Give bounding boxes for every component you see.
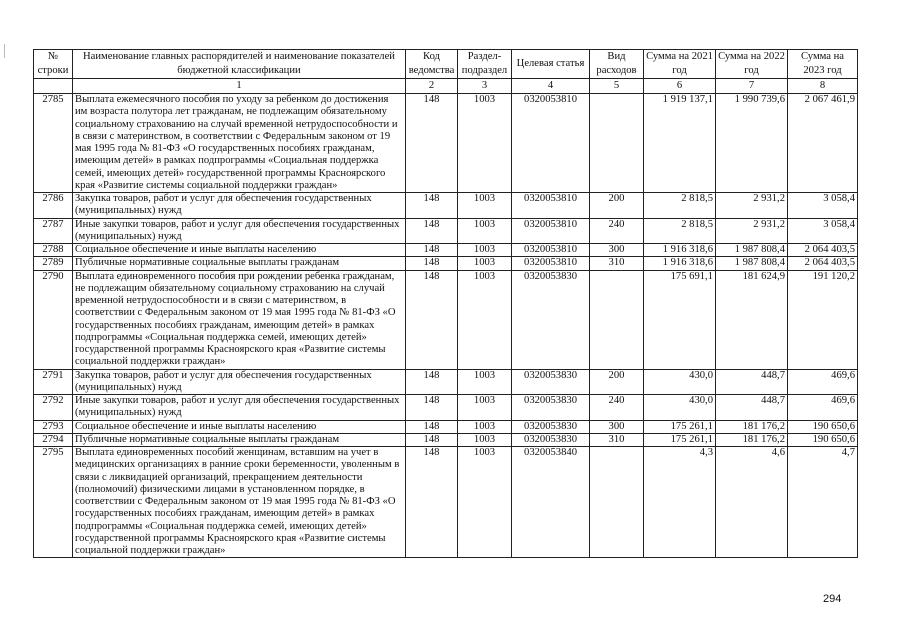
row-sum-2023: 2 064 403,5 — [788, 244, 858, 257]
budget-table — [33, 49, 858, 558]
row-name: Социальное обеспечение и иные выплаты населению — [73, 244, 406, 257]
row-dept-code: 148 — [406, 369, 458, 395]
table-row — [34, 447, 858, 558]
header-expense-type: Вид расходов — [590, 50, 644, 79]
row-target-item: 0320053830 — [512, 395, 590, 421]
header-row-number: № строки — [34, 50, 73, 79]
row-section: 1003 — [458, 433, 512, 446]
row-dept-code: 148 — [406, 420, 458, 433]
row-dept-code: 148 — [406, 244, 458, 257]
row-number: 2794 — [34, 433, 73, 446]
row-target-item: 0320053810 — [512, 257, 590, 270]
row-section: 1003 — [458, 244, 512, 257]
row-sum-2021: 4,3 — [644, 447, 716, 558]
column-number: 5 — [590, 79, 644, 94]
table-row — [34, 94, 858, 193]
row-section: 1003 — [458, 395, 512, 421]
row-number: 2792 — [34, 395, 73, 421]
row-sum-2022: 1 987 808,4 — [716, 244, 788, 257]
column-number: 7 — [716, 79, 788, 94]
row-sum-2022: 181 176,2 — [716, 433, 788, 446]
row-number: 2785 — [34, 94, 73, 193]
row-name: Социальное обеспечение и иные выплаты населению — [73, 420, 406, 433]
row-sum-2022: 181 624,9 — [716, 270, 788, 369]
table-row — [34, 395, 858, 421]
row-sum-2023: 3 058,4 — [788, 218, 858, 244]
header-name: Наименование главных распорядителей и наименование показателей бюджетной классификации — [73, 50, 406, 79]
row-sum-2021: 430,0 — [644, 395, 716, 421]
row-sum-2023: 2 067 461,9 — [788, 94, 858, 193]
row-target-item: 0320053830 — [512, 420, 590, 433]
row-sum-2022: 448,7 — [716, 395, 788, 421]
column-number: 4 — [512, 79, 590, 94]
row-expense-type: 300 — [590, 244, 644, 257]
table-row — [34, 369, 858, 395]
header-section: Раздел-подраздел — [458, 50, 512, 79]
row-number: 2795 — [34, 447, 73, 558]
row-dept-code: 148 — [406, 94, 458, 193]
row-expense-type — [590, 447, 644, 558]
column-number — [34, 79, 73, 94]
row-sum-2023: 190 650,6 — [788, 433, 858, 446]
table-row — [34, 420, 858, 433]
row-dept-code: 148 — [406, 193, 458, 219]
row-number: 2791 — [34, 369, 73, 395]
row-name: Закупка товаров, работ и услуг для обеспечения государственных (муниципальных) нужд — [73, 193, 406, 219]
row-section: 1003 — [458, 447, 512, 558]
row-sum-2023: 469,6 — [788, 395, 858, 421]
table-row — [34, 257, 858, 270]
row-sum-2023: 469,6 — [788, 369, 858, 395]
row-section: 1003 — [458, 193, 512, 219]
row-sum-2022: 1 987 808,4 — [716, 257, 788, 270]
row-sum-2021: 1 916 318,6 — [644, 244, 716, 257]
row-sum-2022: 181 176,2 — [716, 420, 788, 433]
table-row — [34, 270, 858, 369]
row-target-item: 0320053810 — [512, 244, 590, 257]
row-target-item: 0320053830 — [512, 433, 590, 446]
row-number: 2789 — [34, 257, 73, 270]
page-number: 294 — [823, 593, 842, 605]
row-sum-2021: 175 691,1 — [644, 270, 716, 369]
row-target-item: 0320053810 — [512, 193, 590, 219]
row-expense-type: 300 — [590, 420, 644, 433]
row-name: Иные закупки товаров, работ и услуг для обеспечения государственных (муниципальных) нужд — [73, 218, 406, 244]
row-name: Выплата единовременного пособия при рождении ребенка гражданам, не подлежащим обязательному социальному страхованию на случай временной нетрудоспособности и в связи с материнством, в соответствии с Федеральным законом от 19 мая 1995 года № 81-ФЗ «О государственных пособиях гражданам, имеющим детей» в рамках подпрограммы «Социальная поддержка семей, имеющих детей» государственной программы Красноярского края «Развитие системы социальной поддержки граждан» — [73, 270, 406, 369]
row-name: Публичные нормативные социальные выплаты гражданам — [73, 257, 406, 270]
row-name: Выплата ежемесячного пособия по уходу за ребенком до достижения им возраста полутора лет гражданам, не подлежащим обязательному социальному страхованию на случай временной нетрудоспособности и в связи с материнством, в соответствии с Федеральным законом от 19 мая 1995 года № 81-ФЗ «О государственных пособиях гражданам, имеющим детей» в рамках подпрограммы «Социальная поддержка семей, имеющих детей» государственной программы Красноярского края «Развитие системы социальной поддержки граждан» — [73, 94, 406, 193]
table-row — [34, 193, 858, 219]
row-name: Иные закупки товаров, работ и услуг для обеспечения государственных (муниципальных) нужд — [73, 395, 406, 421]
row-name: Публичные нормативные социальные выплаты гражданам — [73, 433, 406, 446]
column-number-row — [34, 79, 858, 94]
row-sum-2022: 4,6 — [716, 447, 788, 558]
row-number: 2788 — [34, 244, 73, 257]
row-sum-2023: 191 120,2 — [788, 270, 858, 369]
row-dept-code: 148 — [406, 447, 458, 558]
row-section: 1003 — [458, 94, 512, 193]
row-sum-2021: 1 919 137,1 — [644, 94, 716, 193]
row-number: 2787 — [34, 218, 73, 244]
row-sum-2023: 3 058,4 — [788, 193, 858, 219]
row-name: Закупка товаров, работ и услуг для обеспечения государственных (муниципальных) нужд — [73, 369, 406, 395]
row-sum-2022: 2 931,2 — [716, 193, 788, 219]
table-row — [34, 244, 858, 257]
row-target-item: 0320053830 — [512, 369, 590, 395]
column-number: 6 — [644, 79, 716, 94]
header-target-item: Целевая статья — [512, 50, 590, 79]
row-number: 2793 — [34, 420, 73, 433]
row-target-item: 0320053810 — [512, 218, 590, 244]
row-sum-2023: 4,7 — [788, 447, 858, 558]
row-expense-type: 240 — [590, 218, 644, 244]
row-sum-2021: 1 916 318,6 — [644, 257, 716, 270]
header-sum-2021: Сумма на 2021 год — [644, 50, 716, 79]
row-expense-type — [590, 94, 644, 193]
row-section: 1003 — [458, 257, 512, 270]
row-expense-type: 200 — [590, 193, 644, 219]
row-section: 1003 — [458, 369, 512, 395]
row-dept-code: 148 — [406, 257, 458, 270]
column-number: 3 — [458, 79, 512, 94]
header-sum-2023: Сумма на 2023 год — [788, 50, 858, 79]
row-section: 1003 — [458, 218, 512, 244]
table-body — [34, 94, 858, 558]
row-name: Выплата единовременных пособий женщинам, вставшим на учет в медицинских организациях в ранние сроки беременности, уволенным в связи с ликвидацией организаций, прекращением деятельности (полномочий) физическими лицами в установленном порядке, в соответствии с Федеральным законом от 19 мая 1995 года № 81-ФЗ «О государственных пособиях гражданам, имеющим детей» в рамках подпрограммы «Социальная поддержка семей, имеющих детей» государственной программы Красноярского края «Развитие системы социальной поддержки граждан» — [73, 447, 406, 558]
header-row — [34, 50, 858, 79]
row-sum-2023: 2 064 403,5 — [788, 257, 858, 270]
row-target-item: 0320053810 — [512, 94, 590, 193]
row-sum-2023: 190 650,6 — [788, 420, 858, 433]
row-sum-2022: 2 931,2 — [716, 218, 788, 244]
header-dept-code: Код ведомства — [406, 50, 458, 79]
column-number: 2 — [406, 79, 458, 94]
row-target-item: 0320053830 — [512, 270, 590, 369]
row-expense-type: 240 — [590, 395, 644, 421]
row-expense-type: 310 — [590, 433, 644, 446]
row-sum-2021: 430,0 — [644, 369, 716, 395]
row-sum-2021: 2 818,5 — [644, 218, 716, 244]
row-expense-type: 310 — [590, 257, 644, 270]
row-sum-2022: 1 990 739,6 — [716, 94, 788, 193]
row-expense-type — [590, 270, 644, 369]
row-dept-code: 148 — [406, 433, 458, 446]
row-number: 2786 — [34, 193, 73, 219]
row-dept-code: 148 — [406, 395, 458, 421]
row-number: 2790 — [34, 270, 73, 369]
row-sum-2021: 175 261,1 — [644, 420, 716, 433]
table-row — [34, 218, 858, 244]
row-expense-type: 200 — [590, 369, 644, 395]
scan-margin-mark — [4, 44, 5, 58]
header-sum-2022: Сумма на 2022 год — [716, 50, 788, 79]
row-section: 1003 — [458, 420, 512, 433]
row-target-item: 0320053840 — [512, 447, 590, 558]
row-section: 1003 — [458, 270, 512, 369]
row-sum-2022: 448,7 — [716, 369, 788, 395]
table-row — [34, 433, 858, 446]
row-dept-code: 148 — [406, 218, 458, 244]
row-sum-2021: 175 261,1 — [644, 433, 716, 446]
column-number: 8 — [788, 79, 858, 94]
row-sum-2021: 2 818,5 — [644, 193, 716, 219]
row-dept-code: 148 — [406, 270, 458, 369]
column-number: 1 — [73, 79, 406, 94]
